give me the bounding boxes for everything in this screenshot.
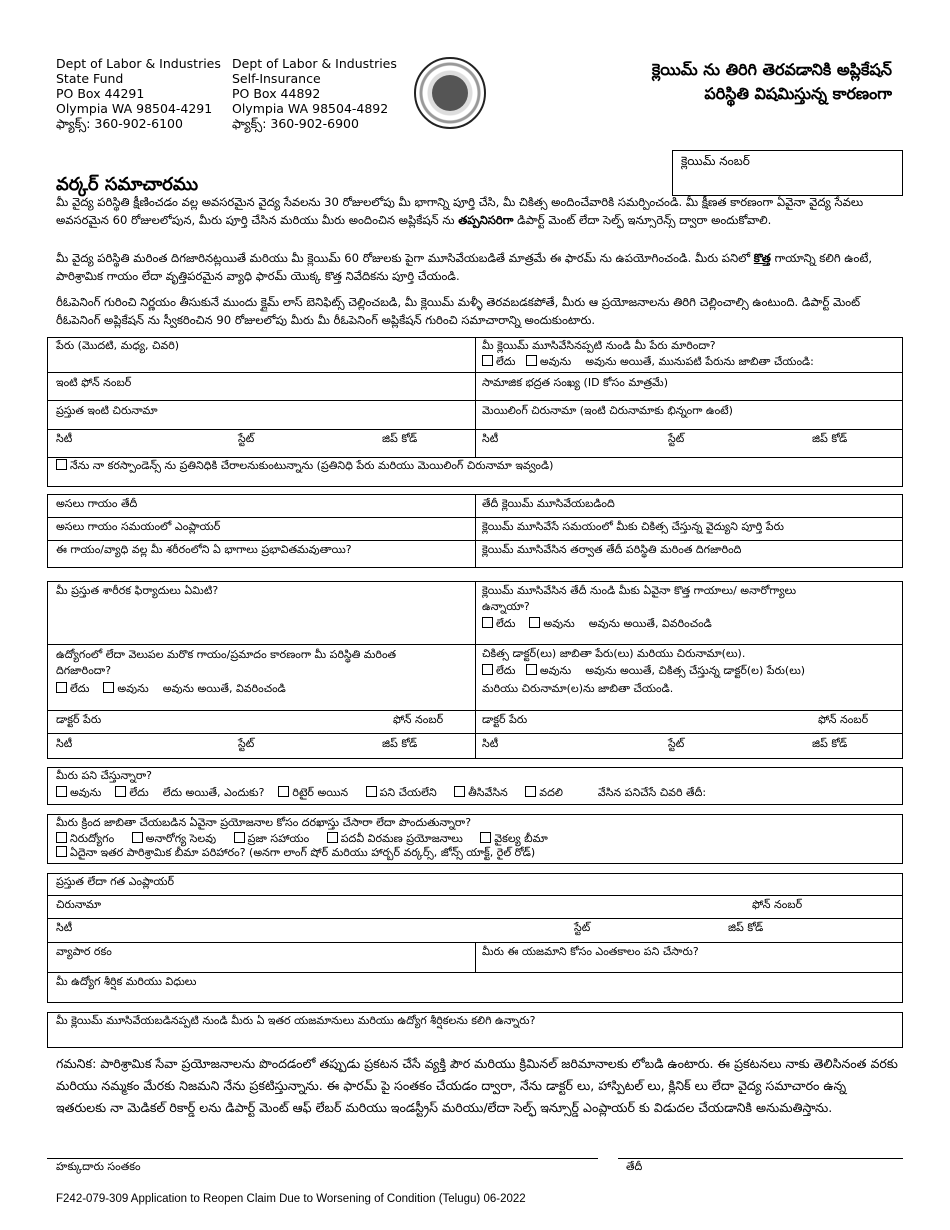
how-long-field[interactable]: మీరు ఈ యజమాని కోసం ఎంతకాలం పని చేసారు? (482, 945, 699, 958)
name-field[interactable]: పేరు (మొదటి, మధ్య, చివరి) (56, 339, 180, 352)
notice-paragraph: గమనిక: పారిశ్రామిక సేవా ప్రయోజనాలను పొందడంలో తప్పుడు ప్రకటన చేసే వ్యక్తి పౌర మరియు క్రిమినల్ జరిమానాలకు లోబడి ఉంటారు. ఈ ప్రకటనలు నాకు తెలిసినంత వరకు మరియు నమ్మకం మేరకు నిజమని నేను ప్రకటిస్తున్నాను. ఈ ఫారమ్ పై సంతకం చేయడం ద్వారా, నేను డాక్టర్ లు, హాస్పిటల్ లు, క్లినిక్ లు లేదా వైద్య సమాచారం ఉన్న ఇతరులకు నా మెడికల్ రికార్డ్ లను డిపార్ట్ మెంట్ ఆఫ్ లేబర్ మరియు ఇండస్ట్రీస్ మరియు/లేదా సెల్ఫ్ ఇన్సూర్డ్ ఎంప్లాయర్ కు విడుదల చేయడానికి అనుమతిస్తాను. (56, 1056, 898, 1115)
working-options: అవును లేదు లేదు అయితే, ఎందుకు? రిటైర్ అయిన పని చేయలేని తీసివేసిన వదలి వేసిన పనిచేసే చివరి తేదీ: (56, 786, 706, 800)
employer-phone-field[interactable]: ఫోన్ నంబర్ (752, 898, 803, 911)
form-title: క్లెయిమ్ ను తిరిగి తెరవడానికి అప్లికేషన్ పరిస్థితి విషమిస్తున్న కారణంగా (651, 60, 892, 103)
retirement-checkbox[interactable] (327, 832, 338, 843)
worsened-other-question: ఉద్యోగంలో లేదా వెలుపల మరొక గాయం/ప్రమాదం కారణంగా మీ పరిస్థితి మరింత (56, 648, 397, 661)
doctor-city-field[interactable]: సిటీ (56, 737, 73, 750)
employer-at-injury-field[interactable]: అసలు గాయం సమయంలో ఎంప్లాయర్ (56, 520, 221, 533)
section-title: వర్కర్ సమాచారము (56, 174, 199, 195)
sick-leave-checkbox[interactable] (132, 832, 143, 843)
other-employers-field[interactable]: మీ క్లెయిమ్ మూసివేయబడినప్పటి నుండి మీరు ఏ ఇతర యజమానులు మరియు ఉద్యోగ శీర్షికలను కలిగి ఉన్నారు? (56, 1014, 536, 1027)
doctors-yes-checkbox[interactable] (526, 664, 537, 675)
unable-checkbox[interactable] (366, 786, 377, 797)
date-line (618, 1158, 903, 1159)
signature-date-field[interactable]: తేదీ (626, 1160, 643, 1173)
mailing-state-field[interactable]: స్టేట్ (668, 432, 685, 445)
benefits-question: మీరు క్రింద జాబితా చేయబడిన ఏవైనా ప్రయోజనాల కోసం దరఖాస్తు చేసారా లేదా పొందుతున్నారా? (56, 816, 472, 829)
claim-closed-date-field[interactable]: తేదీ క్లెయిమ్ మూసివేయబడింది (482, 497, 615, 510)
name-changed-options: లేదు అవును అవును అయితే, మునుపటి పేరును జాబితా చేయండి: (482, 355, 814, 369)
home-phone-field[interactable]: ఇంటి ఫోన్ నంబర్ (56, 376, 132, 389)
intro-paragraph-1: మీ వైద్య పరిస్థితి క్షీణించడం వల్ల అవసరమైన వైద్య సేవలను 30 రోజులలోపు మీ భాగాన్ని పూర్తి చేసి, మీ చికిత్స అందించేవారికి సమర్పించండి. మీ క్షీణత కారణంగా ఏవైనా వైద్య సేవలు అవసరమైన 60 రోజులలోపున, మీరు పూర్తి చేసిన మరియు మీరు అందించిన అప్లికేషన్ ను తప్పనిసరిగా డిపార్ట్ మెంట్ లేదా సెల్ఫ్ ఇన్సూరెన్స్ ద్వారా అందుకోవాలి. (56, 195, 864, 227)
doctors-question: చికిత్స డాక్టర్(లు) జాబితా పేరు(లు) మరియు చిరునామా(లు). (482, 647, 746, 660)
doctor-state-field[interactable]: స్టేట్ (238, 737, 255, 750)
quit-checkbox[interactable] (525, 786, 536, 797)
doctor-at-close-field[interactable]: క్లెయిమ్ మూసివేసే సమయంలో మీకు చికిత్స చేస్తున్న వైద్యుని పూర్తి పేరు (482, 520, 784, 533)
other-comp-option: ఏదైనా ఇతర పారిశ్రామిక బీమా పరిహారం? (అనగా లాంగ్ షోర్ మరియు హార్బర్ వర్కర్స్, జోన్స్ యాక్ట్, రైల్ రోడ్) (56, 846, 535, 860)
new-injuries-question: క్లెయిమ్ మూసివేసిన తేదీ నుండి మీకు ఏవైనా కొత్త గాయాలు/ అనారోగ్యాలు (482, 584, 797, 597)
working-no-checkbox[interactable] (115, 786, 126, 797)
worsened-date-field[interactable]: క్లెయిమ్ మూసివేసిన తర్వాత తేదీ పరిస్థితి మరింత దిగజారింది (482, 543, 742, 556)
new-injuries-options: లేదు అవును అవును అయితే, వివరించండి (482, 617, 712, 631)
doctor2-phone-field[interactable]: ఫోన్ నంబర్ (818, 713, 869, 726)
doctor2-zip-field[interactable]: జిప్ కోడ్ (812, 737, 848, 750)
intro-paragraph-3: రీఓపెనింగ్ గురించి నిర్ణయం తీసుకునే ముందు క్లైమ్ లాస్ బెనిఫిట్స్ చెల్లించబడి, మీ క్లెయిమ్ మళ్ళీ తెరవబడకపోతే, మీరు ఆ ప్రయోజనాలను తిరిగి చెల్లించాల్సి ఉంటుంది. డిపార్ట్ మెంట్ రీఓపెనింగ్ అప్లికేషన్ ను స్వీకరించిన 90 రోజులలోపు మీరు మీ రీఓపెనింగ్ అప్లికేషన్ గురించి సమాచారాన్ని అందుకుంటారు. (56, 295, 861, 327)
mailing-address-field[interactable]: మెయిలింగ్ చిరునామా (ఇంటి చిరునామాకు భిన్నంగా ఉంటే) (482, 404, 733, 417)
doctor-name-field[interactable]: డాక్టర్ పేరు (56, 713, 102, 726)
name-changed-question: మీ క్లెయిమ్ మూసివేసినప్పటి నుండి మీ పేరు మారిందా? (482, 339, 716, 352)
injury-date-field[interactable]: అసలు గాయం తేదీ (56, 497, 138, 510)
state-fund-address: Dept of Labor & Industries State Fund PO Box 44291 Olympia WA 98504-4291 ఫ్యాక్స్: 360-902-6100 (56, 56, 221, 131)
doctor-phone-field[interactable]: ఫోన్ నంబర్ (393, 713, 444, 726)
benefits-options: నిరుద్యోగం అనారోగ్య సెలవు ప్రజా సహాయం పదవీ విరమణ ప్రయోజనాలు వైకల్య బీమా (56, 832, 548, 846)
signature-line (47, 1158, 598, 1159)
complaints-field[interactable]: మీ ప్రస్తుత శారీరక ఫిర్యాదులు ఏమిటి? (56, 584, 219, 597)
last-worked-date-field[interactable]: వేసిన పనిచేసే చివరి తేదీ: (597, 786, 707, 799)
self-insurance-address: Dept of Labor & Industries Self-Insurance PO Box 44892 Olympia WA 98504-4892 ఫ్యాక్స్: 360-902-6900 (232, 56, 397, 131)
representative-checkbox[interactable] (56, 459, 67, 470)
zip-field[interactable]: జిప్ కోడ్ (382, 432, 418, 445)
doctor-zip-field[interactable]: జిప్ కోడ్ (382, 737, 418, 750)
employer-field[interactable]: ప్రస్తుత లేదా గత ఎంప్లాయర్ (56, 875, 175, 888)
representative-option: నేను నా కరస్పాండెన్స్ ను ప్రతినిధికి చేరాలనుకుంటున్నాను (ప్రతినిధి పేరు మరియు మెయిలింగ్ చిరునామా ఇవ్వండి) (56, 459, 553, 473)
unemployment-checkbox[interactable] (56, 832, 67, 843)
job-title-field[interactable]: మీ ఉద్యోగ శీర్షిక మరియు విధులు (56, 975, 197, 988)
public-assistance-checkbox[interactable] (234, 832, 245, 843)
name-changed-yes-checkbox[interactable] (526, 355, 537, 366)
mailing-zip-field[interactable]: జిప్ కోడ్ (812, 432, 848, 445)
employer-zip-field[interactable]: జిప్ కోడ్ (728, 921, 764, 934)
doctor2-name-field[interactable]: డాక్టర్ పేరు (482, 713, 528, 726)
retired-checkbox[interactable] (278, 786, 289, 797)
doctors-options: లేదు అవును అవును అయితే, చికిత్స చేస్తున్న డాక్టర్(ల) పేరు(లు) (482, 664, 805, 678)
disability-checkbox[interactable] (480, 832, 491, 843)
doctor2-city-field[interactable]: సిటీ (482, 737, 499, 750)
doctor2-state-field[interactable]: స్టేట్ (668, 737, 685, 750)
form-footer: F242-079-309 Application to Reopen Claim Due to Worsening of Condition (Telugu) 06-2022 (56, 1193, 526, 1205)
worsened-other-options: లేదు అవును అవును అయితే, వివరించండి (56, 682, 286, 696)
employer-address-field[interactable]: చిరునామా (56, 898, 102, 911)
name-changed-no-checkbox[interactable] (482, 355, 493, 366)
new-injuries-no-checkbox[interactable] (482, 617, 493, 628)
employer-city-field[interactable]: సిటీ (56, 921, 73, 934)
ssn-field[interactable]: సామాజిక భద్రత సంఖ్య (ID కోసం మాత్రమే) (482, 376, 668, 389)
mailing-city-field[interactable]: సిటీ (482, 432, 499, 445)
city-field[interactable]: సిటీ (56, 432, 73, 445)
intro-paragraph-2: మీ వైద్య పరిస్థితి మరింత దిగజారినట్లయితే మరియు మీ క్లెయిమ్ 60 రోజులకు పైగా మూసివేయబడితే మాత్రమే ఈ ఫారమ్ ను ఉపయోగించండి. మీరు పనిలో కొత్త గాయాన్ని కలిగి ఉంటే, పారిశ్రామిక గాయం లేదా వృత్తిపరమైన వ్యాధి ఫారమ్ యొక్క కొత్త నివేదికను పూర్తి చేయండి. (56, 251, 873, 283)
other-comp-checkbox[interactable] (56, 846, 67, 857)
claim-number-field[interactable]: క్లెయిమ్ నంబర్ (672, 150, 903, 196)
new-injuries-yes-checkbox[interactable] (529, 617, 540, 628)
worsened-other-no-checkbox[interactable] (56, 682, 67, 693)
state-field[interactable]: స్టేట్ (238, 432, 255, 445)
worsened-other-yes-checkbox[interactable] (103, 682, 114, 693)
business-type-field[interactable]: వ్యాపార రకం (56, 945, 112, 958)
current-address-field[interactable]: ప్రస్తుత ఇంటి చిరునామా (56, 404, 158, 417)
claimant-signature-field[interactable]: హక్కుదారు సంతకం (56, 1160, 141, 1173)
state-seal-icon (414, 57, 486, 129)
doctors-no-checkbox[interactable] (482, 664, 493, 675)
body-parts-field[interactable]: ఈ గాయం/వ్యాధి వల్ల మీ శరీరంలోని ఏ భాగాలు ప్రభావితమవుతాయి? (56, 543, 352, 556)
laid-off-checkbox[interactable] (454, 786, 465, 797)
working-question: మీరు పని చేస్తున్నారా? (56, 769, 152, 782)
employer-state-field[interactable]: స్టేట్ (574, 921, 591, 934)
working-yes-checkbox[interactable] (56, 786, 67, 797)
